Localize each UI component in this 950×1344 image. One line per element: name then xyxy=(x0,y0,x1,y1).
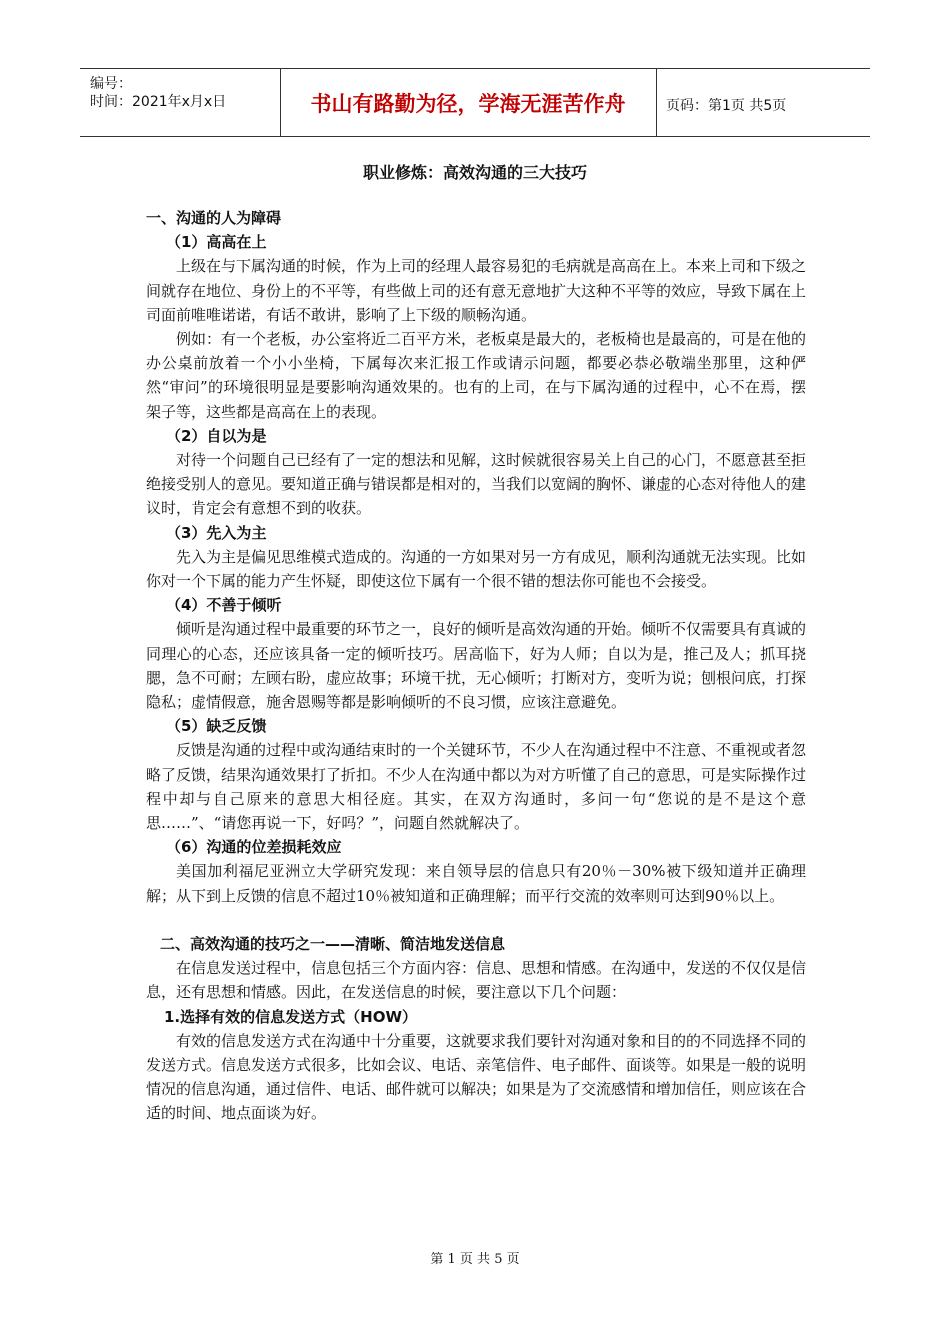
section-heading: 一、沟通的人为障碍 xyxy=(146,209,282,227)
document-body xyxy=(146,206,806,1126)
subsection-heading: （6）沟通的位差损耗效应 xyxy=(166,838,342,857)
subsection-heading: （1）高高在上 xyxy=(166,233,267,252)
number-label: 编号： xyxy=(90,76,132,92)
paragraph: 在信息发送过程中，信息包括三个方面内容：信息、思想和情感。在沟通中，发送的不仅仅是信息，还有思想和情感。因此，在发送信息的时候，要注意以下几个问题： xyxy=(146,959,807,1002)
section-spacer xyxy=(146,908,806,932)
paragraph: 上级在与下属沟通的时候，作为上司的经理人最容易犯的毛病就是高高在上。本来上司和下级之间就存在地位、身份上的不平等，有些做上司的还有意无意地扩大这种不平等的效应，导致下属在上司面前唯唯诺诺，有话不敢讲，影响了上下级的顺畅沟通。 xyxy=(146,257,807,324)
page-header xyxy=(80,68,870,137)
time-label: 时间：2021年x月x日 xyxy=(90,94,227,110)
header-page-info: 页码：第1页 共5页 xyxy=(666,98,787,114)
page-footer: 第 1 页 共 5 页 xyxy=(430,1252,520,1267)
document-title: 职业修炼：高效沟通的三大技巧 xyxy=(362,163,587,182)
paragraph: 先入为主是偏见思维模式造成的。沟通的一方如果对另一方有成见，顺利沟通就无法实现。比如你对一个下属的能力产生怀疑，即使这位下属有一个很不错的想法你可能也不会接受。 xyxy=(146,547,807,591)
subsection-heading: （4）不善于倾听 xyxy=(166,596,282,615)
paragraph: 例如：有一个老板，办公室将近二百平方米，老板桌是最大的，老板椅也是最高的，可是在他的办公桌前放着一个小小坐椅，下属每次来汇报工作或请示问题，都要必恭必敬端坐那里，这种俨然“审问”的环境很明显是要影响沟通效果的。也有的上司，在与下属沟通的过程中，心不在焉，摆架子等，这些都是高高在上的表现。 xyxy=(146,330,807,421)
paragraph: 对待一个问题自己已经有了一定的想法和见解，这时候就很容易关上自己的心门，不愿意甚至拒绝接受别人的意见。要知道正确与错误都是相对的，当我们以宽阔的胸怀、谦虚的心态对待他人的建议时，肯定会有意想不到的收获。 xyxy=(146,451,807,518)
paragraph: 倾听是沟通过程中最重要的环节之一，良好的倾听是高效沟通的开始。倾听不仅需要具有真诚的同理心的心态，还应该具备一定的倾听技巧。居高临下，好为人师；自以为是，推己及人；抓耳挠腮，急不可耐；左顾右盼，虚应故事；环境干扰，无心倾听；打断对方，变听为说；刨根问底，打探隐私；虚情假意，施舍恩赐等都是影响倾听的不良习惯，应该注意避免。 xyxy=(146,620,807,712)
subsection-heading: （3）先入为主 xyxy=(166,523,267,542)
section-heading: 二、高效沟通的技巧之一——清晰、简洁地发送信息 xyxy=(160,934,506,953)
header-motto: 书山有路勤为径，学海无涯苦作舟 xyxy=(280,69,657,136)
subsection-heading: （5）缺乏反馈 xyxy=(166,717,267,736)
header-meta xyxy=(80,69,281,136)
paragraph: 反馈是沟通的过程中或沟通结束时的一个关键环节，不少人在沟通过程中不注意、不重视或者忽略了反馈，结果沟通效果打了折扣。不少人在沟通中都以为对方听懂了自己的意思，可是实际操作过程中却与自己原来的意思大相径庭。其实，在双方沟通时，多问一句“您说的是不是这个意思……”、“请您再说一下，好吗？”，问题自然就解决了。 xyxy=(146,741,807,833)
paragraph: 美国加利福尼亚洲立大学研究发现：来自领导层的信息只有20％－30%被下级知道并正确理解；从下到上反馈的信息不超过10％被知道和正确理解；而平行交流的效率则可达到90％以上。 xyxy=(146,862,806,905)
paragraph: 有效的信息发送方式在沟通中十分重要，这就要求我们要针对沟通对象和目的的不同选择不同的发送方式。信息发送方式很多，比如会议、电话、亲笔信件、电子邮件、面谈等。如果是一般的说明情况的信息沟通，通过信件、电话、邮件就可以解决；如果是为了交流感情和增加信任，则应该在合适的时间、地点面谈为好。 xyxy=(146,1031,807,1123)
subsection-heading: （2）自以为是 xyxy=(166,426,267,445)
subsection-heading: 1.选择有效的信息发送方式（HOW） xyxy=(164,1007,417,1026)
